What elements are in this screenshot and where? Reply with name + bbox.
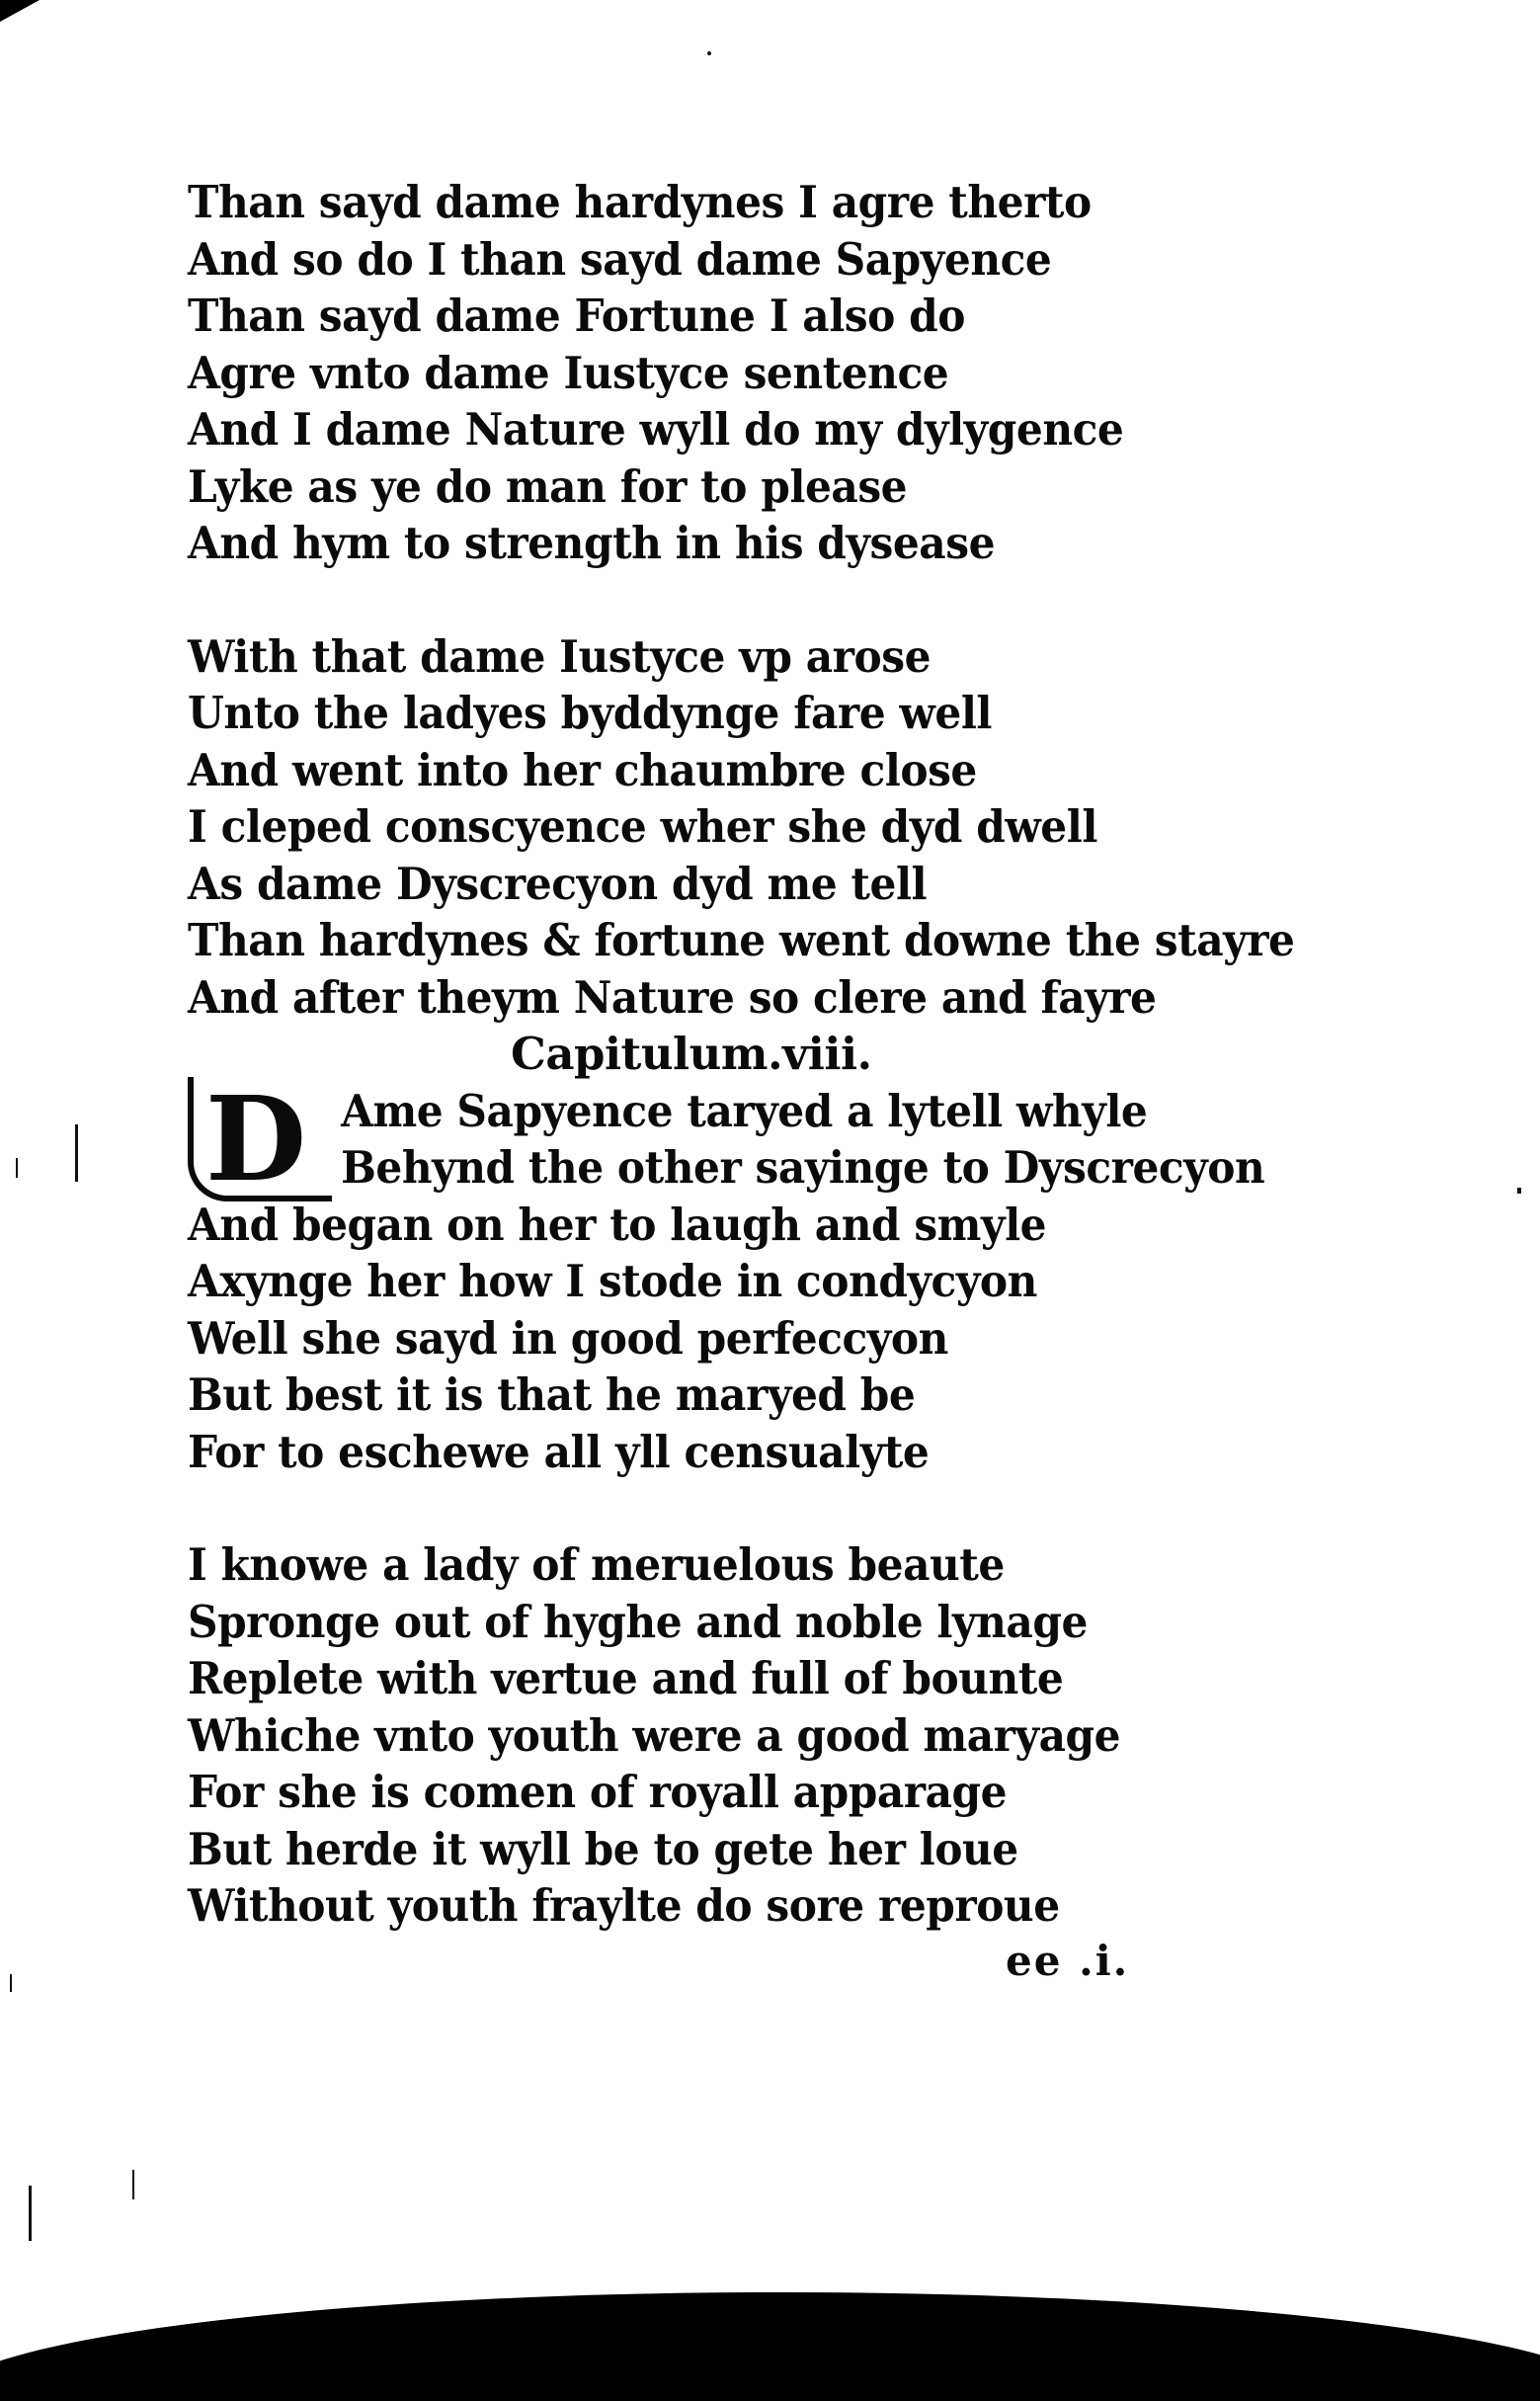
verse-line: Unto the ladyes byddynge fare well [188, 687, 993, 739]
stanza-1 [188, 174, 1294, 572]
verse-line: And hym to strength in his dysease [188, 517, 996, 569]
scan-bottom-shadow [0, 2292, 1540, 2401]
scan-margin-tick [16, 1158, 18, 1178]
verse-line: Behynd the other sayinge to Dyscrecyon [341, 1141, 1265, 1194]
scan-margin-tick-lower [10, 1974, 12, 1992]
verse-line: Whiche vnto youth were a good maryage [188, 1708, 1121, 1762]
scan-margin-line-bottom-2 [132, 2170, 134, 2199]
verse-line: And I dame Nature wyll do my dylygence [188, 403, 1124, 455]
verse-line: Replete with vertue and full of bounte [188, 1652, 1064, 1704]
verse-line: Axynge her how I stode in condycyon [188, 1255, 1037, 1307]
scan-margin-line [75, 1124, 78, 1182]
stanza-3 [188, 1069, 1294, 1481]
verse-line: For she is comen of royall apparage [188, 1766, 1008, 1818]
verse-line: And after theym Nature so clere and fayre [188, 970, 1157, 1024]
verse-line: And began on her to laugh and smyle [188, 1198, 1047, 1251]
verse-line: Than sayd dame Fortune I also do [188, 290, 966, 342]
verse-line: Spronge out of hyghe and noble lynage [188, 1595, 1088, 1648]
verse-line: Than sayd dame hardynes I agre therto [188, 176, 1092, 228]
chapter-heading: Capitulum.viii. [511, 1028, 872, 1080]
verse-line: I knowe a lady of meruelous beaute [188, 1538, 1005, 1591]
scan-dot-top [707, 51, 711, 55]
verse-line: For to eschewe all yll censualyte [188, 1425, 930, 1478]
verse-line: Without youth fraylte do sore reproue [188, 1879, 1060, 1932]
verse-line: Ame Sapyence taryed a lytell whyle [341, 1084, 1148, 1137]
stanza-4 [188, 1536, 1294, 1935]
verse-line: But herde it wyll be to gete her loue [188, 1822, 1018, 1875]
drop-cap-initial: D [204, 1069, 307, 1207]
verse-line: Well she sayd in good perfeccyon [188, 1311, 948, 1365]
poem-text [188, 174, 1294, 1935]
verse-line: Agre vnto dame Iustyce sentence [188, 346, 949, 399]
verse-line: Than hardynes & fortune went downe the stayre [188, 914, 1295, 966]
stanza-gap [188, 1480, 1294, 1536]
scan-corner-shadow [0, 0, 40, 22]
verse-line: As dame Dyscrecyon dyd me tell [188, 857, 928, 910]
verse-line: And so do I than sayd dame Sapyence [188, 232, 1052, 286]
verse-line: Lyke as ye do man for to please [188, 459, 908, 513]
verse-line: But best it is that he maryed be [188, 1368, 916, 1421]
signature-mark: ee .i. [1006, 1937, 1130, 1985]
verse-line: I cleped conscyence wher she dyd dwell [188, 800, 1097, 853]
verse-line: With that dame Iustyce vp arose [188, 629, 932, 683]
scan-margin-dot [1517, 1188, 1521, 1194]
stanza-2 [188, 628, 1294, 1027]
verse-line: And went into her chaumbre close [188, 743, 977, 796]
stanza-gap [188, 572, 1294, 628]
scan-margin-line-bottom [29, 2186, 32, 2241]
